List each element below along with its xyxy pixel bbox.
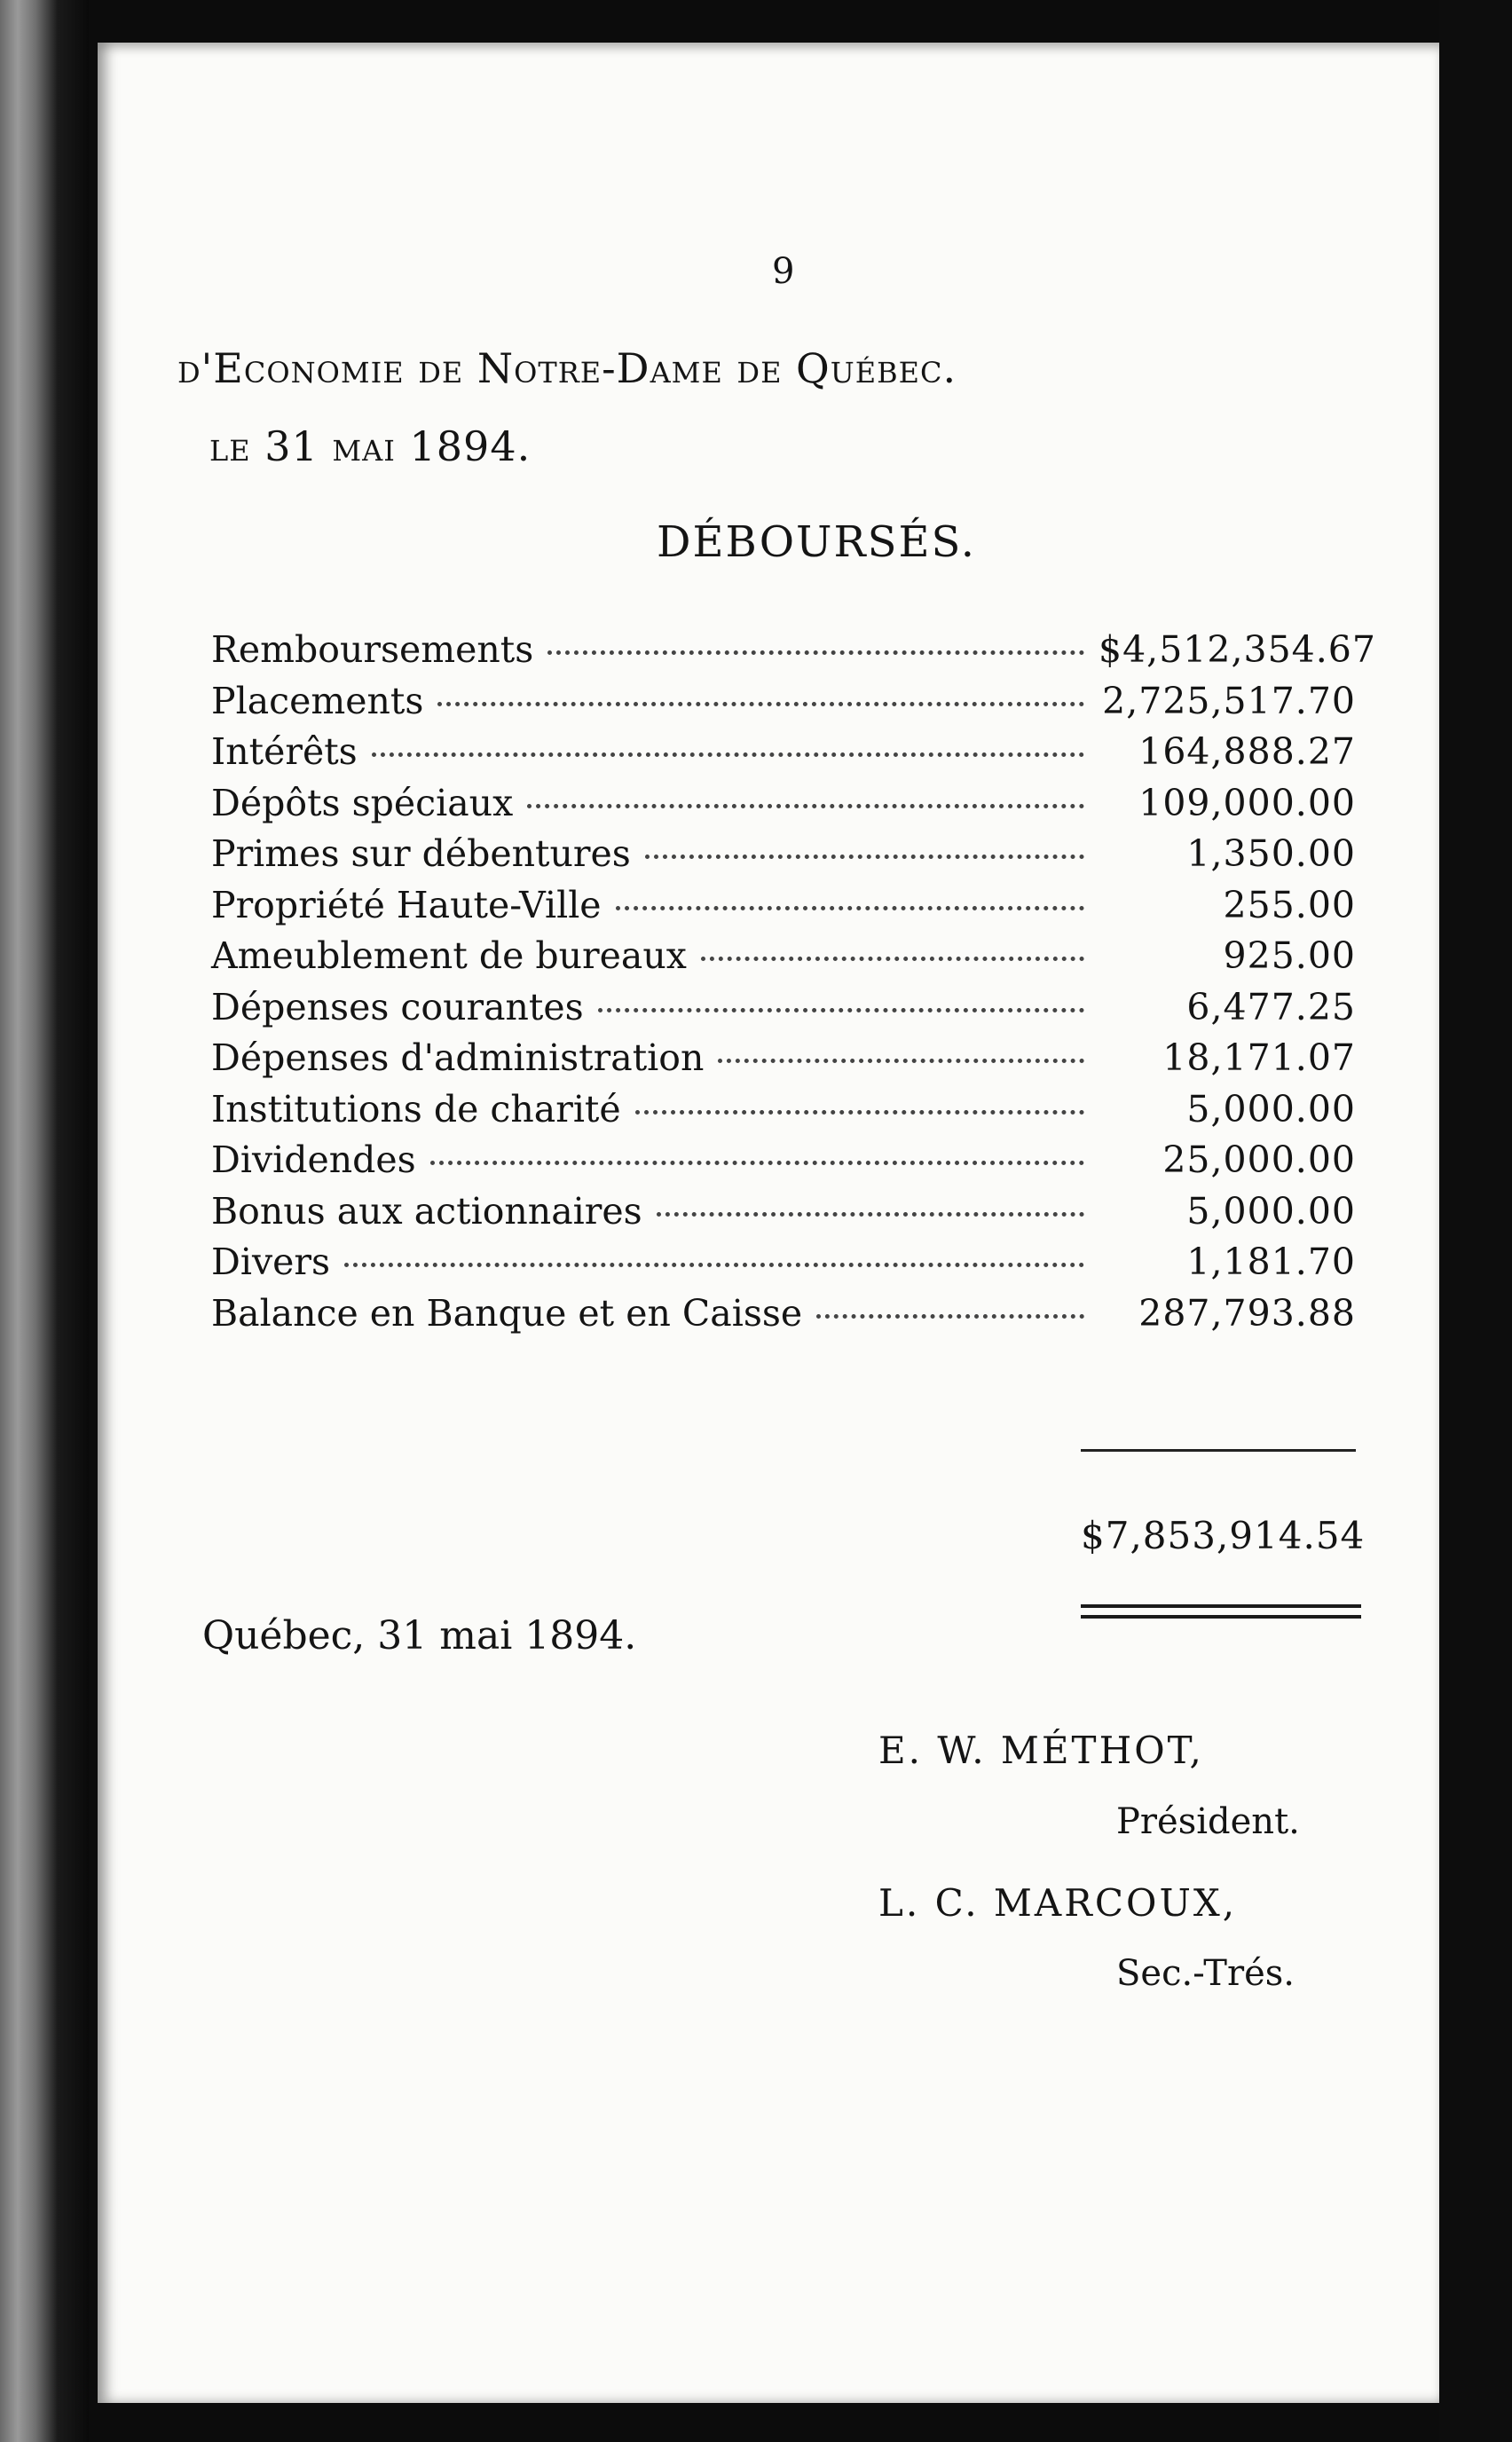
- total-amount: $7,853,914.54: [1081, 1514, 1366, 1557]
- document-page: [98, 43, 1439, 2403]
- item-amount: 287,793.88: [1138, 1291, 1356, 1335]
- list-item: [211, 1292, 1356, 1343]
- item-amount: 1,181.70: [1186, 1241, 1356, 1283]
- item-label: Placements: [211, 679, 424, 722]
- item-label: Remboursements: [211, 628, 534, 671]
- dot-leader: [635, 1110, 1084, 1115]
- list-item: [211, 628, 1376, 680]
- list-item: [211, 1190, 1356, 1241]
- item-label: Dépenses courantes: [211, 985, 584, 1028]
- signatory-title-president: Président.: [1116, 1801, 1300, 1842]
- list-item: [211, 730, 1356, 782]
- total-double-rule-bottom: [1081, 1615, 1361, 1619]
- dot-leader: [616, 906, 1084, 910]
- dot-leader: [527, 804, 1084, 808]
- dot-leader: [816, 1314, 1084, 1319]
- dot-leader: [645, 855, 1084, 859]
- item-label: Bonus aux actionnaires: [211, 1189, 642, 1233]
- signatory-name-secretary: L. C. MARCOUX,: [878, 1881, 1238, 1925]
- item-amount: 925.00: [1223, 934, 1356, 977]
- dot-leader: [657, 1212, 1084, 1217]
- item-label: Ameublement de bureaux: [211, 934, 687, 977]
- dot-leader: [701, 957, 1084, 961]
- item-label: Institutions de charité: [211, 1087, 621, 1130]
- item-label: Dividendes: [211, 1138, 416, 1181]
- list-item: [211, 680, 1356, 731]
- section-title: DÉBOURSÉS.: [657, 517, 976, 567]
- item-label: Primes sur débentures: [211, 832, 631, 875]
- scan-border: [1439, 0, 1512, 2442]
- list-item: [211, 884, 1356, 935]
- signatory-title-secretary: Sec.-Trés.: [1116, 1953, 1295, 1994]
- disbursement-list: [211, 628, 1376, 1343]
- date-heading: le 31 mai 1894.: [209, 422, 532, 470]
- item-label: Balance en Banque et en Caisse: [211, 1291, 803, 1335]
- dot-leader: [598, 1008, 1084, 1012]
- item-amount: 25,000.00: [1162, 1138, 1356, 1181]
- dot-leader: [344, 1263, 1084, 1267]
- item-amount: 5,000.00: [1186, 1087, 1356, 1130]
- signatory-name-president: E. W. MÉTHOT,: [878, 1729, 1204, 1772]
- subtotal-rule: [1081, 1449, 1356, 1452]
- list-item: [211, 1088, 1356, 1139]
- place-date: Québec, 31 mai 1894.: [202, 1613, 637, 1658]
- item-label: Divers: [211, 1241, 331, 1283]
- item-label: Intérêts: [211, 730, 358, 773]
- dot-leader: [547, 650, 1084, 655]
- list-item: [211, 1138, 1356, 1190]
- item-amount: 2,725,517.70: [1102, 679, 1356, 722]
- dot-leader: [437, 702, 1084, 706]
- total-double-rule-top: [1081, 1604, 1361, 1608]
- list-item: [211, 1241, 1356, 1292]
- list-item: [211, 934, 1356, 986]
- item-amount: 109,000.00: [1138, 781, 1356, 824]
- item-amount: 6,477.25: [1186, 985, 1356, 1028]
- list-item: [211, 832, 1356, 884]
- item-amount: 164,888.27: [1138, 730, 1356, 773]
- list-item: [211, 782, 1356, 833]
- list-item: [211, 1036, 1356, 1088]
- book-gutter: [0, 0, 89, 2442]
- item-label: Propriété Haute-Ville: [211, 883, 602, 926]
- list-item: [211, 986, 1356, 1037]
- item-amount: 5,000.00: [1186, 1189, 1356, 1233]
- item-amount: $4,512,354.67: [1099, 628, 1376, 671]
- item-amount: 255.00: [1223, 883, 1356, 926]
- dot-leader: [372, 752, 1084, 757]
- dot-leader: [430, 1161, 1084, 1165]
- item-amount: 1,350.00: [1186, 832, 1356, 875]
- item-label: Dépôts spéciaux: [211, 781, 514, 824]
- dot-leader: [718, 1059, 1084, 1063]
- item-amount: 18,171.07: [1162, 1036, 1356, 1079]
- page-number: 9: [772, 251, 795, 292]
- page-header: d'Economie de Notre-Dame de Québec.: [177, 344, 957, 392]
- item-label: Dépenses d'administration: [211, 1036, 705, 1079]
